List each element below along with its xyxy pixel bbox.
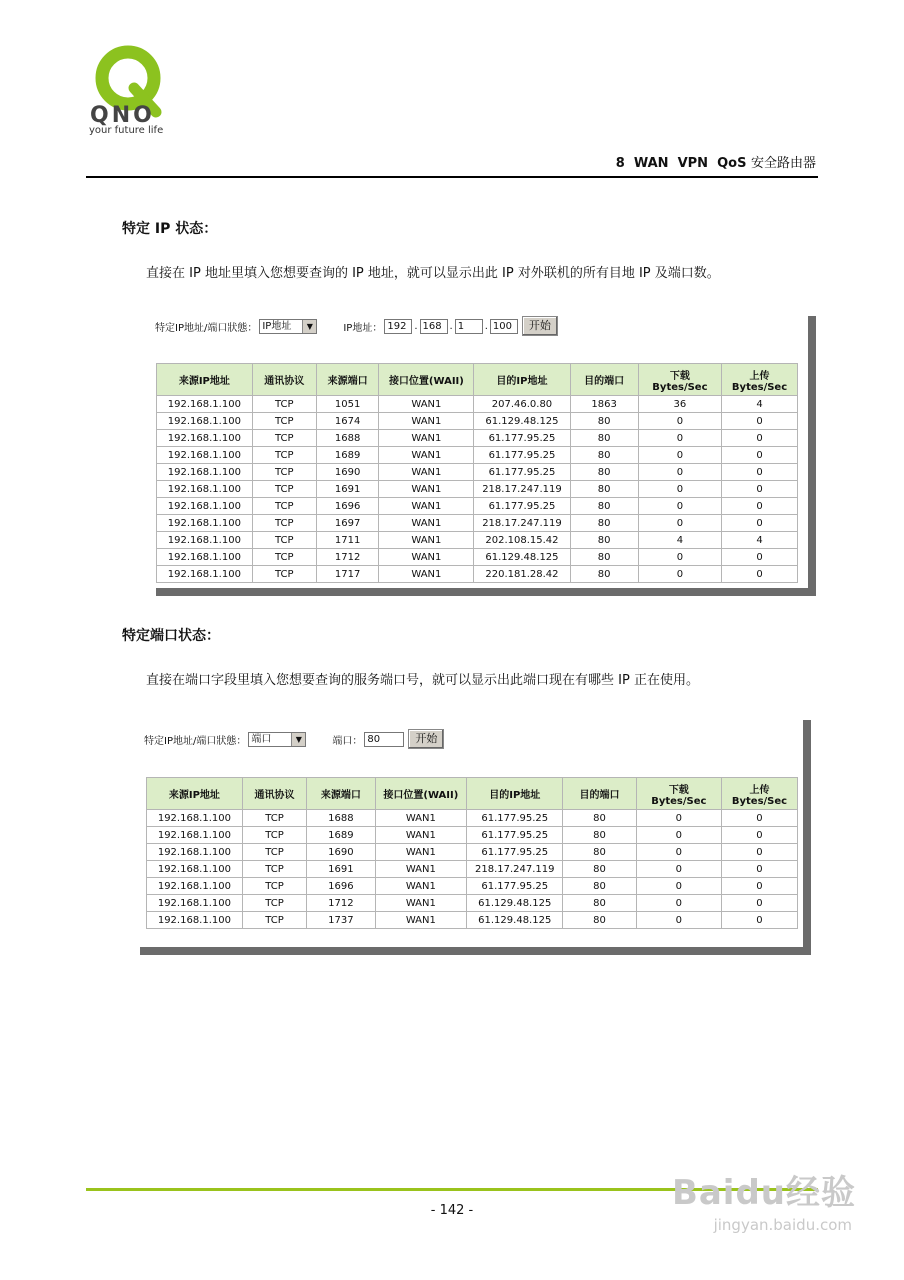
table-cell: 1690 (307, 844, 375, 861)
table-row (147, 827, 798, 844)
upload-unit: Bytes/Sec (731, 795, 788, 807)
table-row (157, 396, 798, 413)
table-cell: 0 (638, 549, 721, 566)
ip-octet-1[interactable]: 192 (384, 319, 412, 334)
table-cell: 1711 (316, 532, 379, 549)
query-type-label-2: 特定IP地址/端口狀態： (144, 735, 247, 747)
table-cell: TCP (252, 430, 316, 447)
section1-title: 特定 IP 状态： (122, 221, 218, 237)
table-cell: TCP (252, 413, 316, 430)
table-cell: 61.129.48.125 (474, 413, 570, 430)
start-button-2[interactable]: 开始 (408, 729, 444, 749)
table-cell: 80 (563, 878, 636, 895)
table-cell: 80 (570, 481, 638, 498)
section2-title: 特定端口状态： (122, 628, 220, 644)
table-cell: 1688 (307, 810, 375, 827)
table-row (157, 566, 798, 583)
table-cell: 1737 (307, 912, 375, 929)
col-download (638, 364, 721, 396)
table-cell: WAN1 (379, 396, 474, 413)
table-cell: 1696 (316, 498, 379, 515)
table-cell: WAN1 (379, 447, 474, 464)
table-row (147, 878, 798, 895)
table-cell: TCP (252, 396, 316, 413)
table-cell: 192.168.1.100 (157, 498, 253, 515)
table-row (147, 912, 798, 929)
ip-octet-3[interactable]: 1 (455, 319, 483, 334)
table-cell: 61.177.95.25 (467, 844, 563, 861)
table-cell: 0 (721, 912, 797, 929)
table-row (147, 810, 798, 827)
upload-label: 上传 (749, 784, 770, 796)
table-cell: 80 (570, 430, 638, 447)
table-cell: TCP (252, 566, 316, 583)
table-cell: 0 (638, 481, 721, 498)
table-cell: 0 (638, 413, 721, 430)
table-cell: 192.168.1.100 (147, 878, 243, 895)
chevron-down-icon[interactable]: ▼ (302, 320, 316, 333)
table-cell: 0 (722, 481, 798, 498)
col-protocol: 通讯协议 (252, 364, 316, 396)
upload-unit: Bytes/Sec (731, 381, 788, 393)
table-cell: 0 (722, 430, 798, 447)
table-cell: 0 (636, 827, 721, 844)
table-row (147, 861, 798, 878)
table-cell: 0 (638, 498, 721, 515)
table-cell: 0 (638, 430, 721, 447)
table-cell: WAN1 (375, 912, 467, 929)
col-src-ip: 来源IP地址 (147, 778, 243, 810)
col-upload (722, 364, 798, 396)
upload-label: 上传 (749, 370, 770, 382)
table-row (157, 481, 798, 498)
baidu-watermark: Baidu经验 (671, 1173, 856, 1213)
table-cell: 0 (636, 912, 721, 929)
table-cell: 218.17.247.119 (474, 481, 570, 498)
select-value-2: 端口 (251, 733, 272, 745)
table-cell: TCP (252, 481, 316, 498)
table-cell: 80 (570, 532, 638, 549)
table-cell: 4 (722, 532, 798, 549)
table-cell: 80 (563, 827, 636, 844)
table-cell: 1691 (316, 481, 379, 498)
table-cell: WAN1 (379, 515, 474, 532)
table-header-row (147, 778, 798, 810)
table-row (157, 464, 798, 481)
table-row (147, 844, 798, 861)
table-cell: 192.168.1.100 (147, 810, 243, 827)
col-dst-port: 目的端口 (563, 778, 636, 810)
table-cell: 1674 (316, 413, 379, 430)
table-cell: 61.177.95.25 (474, 464, 570, 481)
table-cell: 192.168.1.100 (147, 895, 243, 912)
table-row (157, 430, 798, 447)
table-cell: TCP (252, 498, 316, 515)
table-cell: 0 (638, 566, 721, 583)
table-cell: TCP (252, 532, 316, 549)
table-cell: 0 (638, 464, 721, 481)
table-cell: 202.108.15.42 (474, 532, 570, 549)
table-cell: TCP (242, 912, 306, 929)
table-cell: 1690 (316, 464, 379, 481)
table-cell: 80 (563, 912, 636, 929)
document-title (616, 152, 816, 171)
table-cell: 1691 (307, 861, 375, 878)
table-cell: 1696 (307, 878, 375, 895)
table-cell: 192.168.1.100 (147, 844, 243, 861)
table-cell: 192.168.1.100 (157, 413, 253, 430)
table-cell: 61.177.95.25 (467, 810, 563, 827)
table-cell: 1689 (316, 447, 379, 464)
table-cell: 80 (570, 515, 638, 532)
table-cell: 1697 (316, 515, 379, 532)
ip-label: IP地址： (343, 322, 383, 334)
table-cell: TCP (242, 844, 306, 861)
table-cell: WAN1 (379, 566, 474, 583)
table-row (157, 549, 798, 566)
table-cell: 0 (636, 844, 721, 861)
table-cell: WAN1 (375, 810, 467, 827)
table-header-row (157, 364, 798, 396)
table-cell: 80 (570, 566, 638, 583)
table-cell: TCP (252, 515, 316, 532)
logo-tagline: your future life (89, 125, 164, 136)
table-cell: 0 (722, 498, 798, 515)
col-src-port: 来源端口 (316, 364, 379, 396)
table-cell: 1051 (316, 396, 379, 413)
table-cell: 61.177.95.25 (474, 498, 570, 515)
doc-title-en: 8 WAN VPN QoS (615, 156, 747, 171)
col-interface: 接口位置(WAII) (379, 364, 474, 396)
table-cell: 61.177.95.25 (467, 827, 563, 844)
table-cell: 80 (563, 810, 636, 827)
table-cell: WAN1 (379, 532, 474, 549)
col-src-ip: 来源IP地址 (157, 364, 253, 396)
table-cell: 0 (721, 827, 797, 844)
baidu-watermark-url: jingyan.baidu.com (713, 1216, 852, 1234)
port-label: 端口： (332, 735, 363, 747)
ip-query-row: 特定IP地址/端口狀態： IP地址 ▼ IP地址： 192 . 168 . 1 . 100 开始 (155, 316, 558, 336)
table-cell: 0 (636, 878, 721, 895)
table-cell: TCP (242, 895, 306, 912)
table-cell: 192.168.1.100 (157, 396, 253, 413)
select-value: IP地址 (262, 320, 292, 332)
table-cell: 192.168.1.100 (157, 515, 253, 532)
table-cell: 1712 (316, 549, 379, 566)
table-cell: 0 (722, 566, 798, 583)
header-rule (86, 176, 818, 178)
table-cell: TCP (252, 447, 316, 464)
port-input[interactable]: 80 (364, 732, 404, 747)
download-label: 下载 (668, 784, 689, 796)
port-status-table (146, 777, 798, 929)
col-download (636, 778, 721, 810)
table-cell: WAN1 (379, 498, 474, 515)
table-cell: TCP (252, 549, 316, 566)
table-cell: 0 (638, 515, 721, 532)
query-type-select[interactable] (259, 319, 317, 334)
table-cell: 207.46.0.80 (474, 396, 570, 413)
table-cell: TCP (242, 861, 306, 878)
table-cell: 36 (638, 396, 721, 413)
table-row (157, 515, 798, 532)
table-cell: 1689 (307, 827, 375, 844)
table-cell: 0 (636, 810, 721, 827)
query-type-label: 特定IP地址/端口狀態： (155, 322, 258, 334)
table-cell: 4 (638, 532, 721, 549)
table-cell: TCP (252, 464, 316, 481)
table-cell: 0 (636, 861, 721, 878)
table-cell: WAN1 (379, 430, 474, 447)
table-cell: 0 (721, 895, 797, 912)
table-cell: 80 (570, 549, 638, 566)
table-cell: 61.177.95.25 (474, 430, 570, 447)
table-cell: 80 (570, 447, 638, 464)
table-cell: 61.129.48.125 (467, 895, 563, 912)
table-cell: 61.177.95.25 (467, 878, 563, 895)
table-cell: 4 (722, 396, 798, 413)
col-dst-ip: 目的IP地址 (474, 364, 570, 396)
table-cell: WAN1 (379, 481, 474, 498)
table-cell: WAN1 (379, 413, 474, 430)
table-cell: 192.168.1.100 (157, 481, 253, 498)
download-unit: Bytes/Sec (652, 381, 708, 393)
table-cell: 0 (722, 515, 798, 532)
table-cell: WAN1 (375, 844, 467, 861)
section1-desc: 直接在 IP 地址里填入您想要查询的 IP 地址，就可以显示出此 IP 对外联机的所有目地 IP 及端口数。 (146, 266, 720, 281)
ip-octet-4[interactable]: 100 (490, 319, 518, 334)
table-cell: WAN1 (375, 878, 467, 895)
table-row (157, 532, 798, 549)
table-cell: 0 (722, 447, 798, 464)
table-cell: 218.17.247.119 (474, 515, 570, 532)
table-cell: 192.168.1.100 (147, 861, 243, 878)
ip-octet-2[interactable]: 168 (420, 319, 448, 334)
table-cell: 192.168.1.100 (157, 464, 253, 481)
table-cell: 61.129.48.125 (474, 549, 570, 566)
query-type-select-2[interactable] (248, 732, 306, 747)
table-row (147, 895, 798, 912)
ip-status-table (156, 363, 798, 583)
start-button[interactable]: 开始 (522, 316, 558, 336)
table-cell: 0 (722, 464, 798, 481)
chevron-down-icon[interactable]: ▼ (291, 733, 305, 746)
table-cell: 61.129.48.125 (467, 912, 563, 929)
page-number: - 142 - (430, 1203, 474, 1218)
col-upload (721, 778, 797, 810)
download-unit: Bytes/Sec (651, 795, 707, 807)
table-cell: 0 (721, 861, 797, 878)
table-cell: 0 (636, 895, 721, 912)
table-cell: 192.168.1.100 (147, 912, 243, 929)
download-label: 下载 (669, 370, 690, 382)
table-cell: 0 (721, 810, 797, 827)
table-cell: 80 (570, 464, 638, 481)
table-cell: TCP (242, 878, 306, 895)
section2-desc: 直接在端口字段里填入您想要查询的服务端口号，就可以显示出此端口现在有哪些 IP 正在使用。 (146, 673, 699, 688)
table-cell: 192.168.1.100 (147, 827, 243, 844)
col-interface: 接口位置(WAII) (375, 778, 467, 810)
table-cell: 0 (721, 878, 797, 895)
table-cell: 0 (638, 447, 721, 464)
table-row (157, 498, 798, 515)
table-cell: 192.168.1.100 (157, 549, 253, 566)
col-dst-port: 目的端口 (570, 364, 638, 396)
table-cell: 80 (563, 895, 636, 912)
port-query-row (144, 729, 444, 749)
logo-text: QNO (90, 103, 155, 128)
table-cell: WAN1 (375, 827, 467, 844)
table-cell: 80 (563, 861, 636, 878)
table-cell: 0 (722, 549, 798, 566)
table-cell: 1863 (570, 396, 638, 413)
table-cell: TCP (242, 810, 306, 827)
table-cell: WAN1 (375, 895, 467, 912)
table-cell: WAN1 (379, 549, 474, 566)
col-protocol: 通讯协议 (242, 778, 306, 810)
doc-title-cn: 安全路由器 (750, 156, 816, 171)
table-cell: TCP (242, 827, 306, 844)
table-cell: 220.181.28.42 (474, 566, 570, 583)
table-cell: 192.168.1.100 (157, 566, 253, 583)
table-cell: 218.17.247.119 (467, 861, 563, 878)
table-row (157, 447, 798, 464)
table-cell: 192.168.1.100 (157, 430, 253, 447)
table-cell: 80 (570, 413, 638, 430)
table-row (157, 413, 798, 430)
table-cell: 0 (721, 844, 797, 861)
table-cell: 192.168.1.100 (157, 447, 253, 464)
table-cell: WAN1 (375, 861, 467, 878)
table-cell: WAN1 (379, 464, 474, 481)
table-cell: 1688 (316, 430, 379, 447)
table-cell: 61.177.95.25 (474, 447, 570, 464)
table-cell: 192.168.1.100 (157, 532, 253, 549)
col-src-port: 来源端口 (307, 778, 375, 810)
col-dst-ip: 目的IP地址 (467, 778, 563, 810)
table-cell: 0 (722, 413, 798, 430)
table-cell: 80 (563, 844, 636, 861)
table-cell: 1712 (307, 895, 375, 912)
table-cell: 1717 (316, 566, 379, 583)
table-cell: 80 (570, 498, 638, 515)
